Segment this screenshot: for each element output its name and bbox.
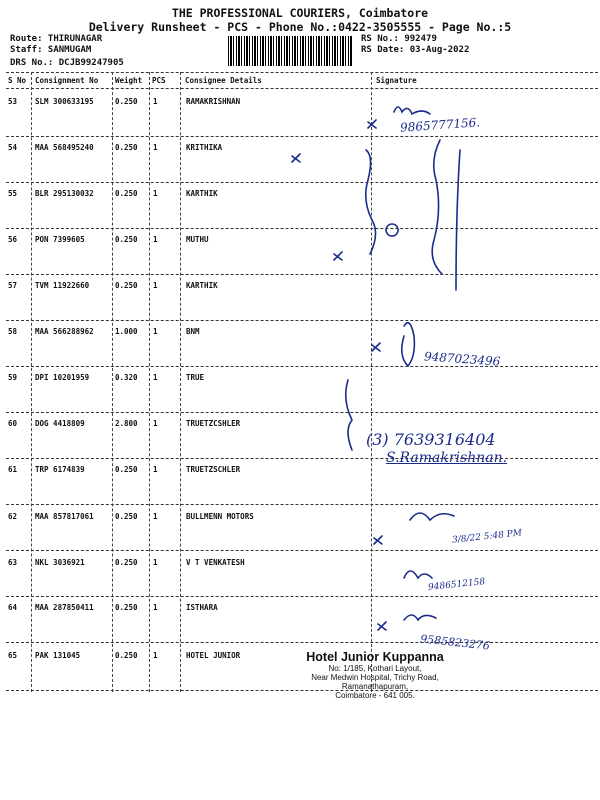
tick-mark — [292, 154, 300, 162]
row-pcs: 1 — [153, 419, 158, 428]
row-weight: 2.800 — [115, 419, 138, 428]
row-consignee: HOTEL JUNIOR — [186, 651, 241, 660]
row-consignee: TRUETZCSHLER — [186, 419, 241, 428]
row-consignment: MAA 566288962 — [35, 327, 94, 336]
signature-stroke — [432, 140, 442, 274]
col-consignment: Consignment No — [35, 76, 99, 85]
handwritten-name: S.Ramakrishnan. — [386, 450, 508, 466]
row-sno: 58 — [8, 327, 18, 336]
tick-mark — [334, 252, 342, 260]
row-pcs: 1 — [153, 235, 158, 244]
row-sno: 53 — [8, 97, 18, 106]
row-consignment: TRP 6174839 — [35, 465, 85, 474]
row-consignment: SLM 300633195 — [35, 97, 94, 106]
col-consignee: Consignee Details — [185, 76, 262, 85]
row-pcs: 1 — [153, 189, 158, 198]
row-consignment: DOG 4418809 — [35, 419, 85, 428]
vertical-line-stroke — [456, 150, 460, 290]
bracket-stroke — [366, 150, 376, 254]
staff-label: Staff: SANMUGAM — [10, 45, 92, 55]
stamp-line: Coimbatore - 641 005. — [335, 691, 415, 700]
row-consignee: ISTHARA — [186, 603, 218, 612]
row-weight: 0.250 — [115, 281, 138, 290]
row-sno: 65 — [8, 651, 18, 660]
row-consignee: KRITHIKA — [186, 143, 223, 152]
row-weight: 0.250 — [115, 603, 138, 612]
stamp-line: No: 1/185, Kothari Layout, — [328, 664, 422, 673]
col-pcs: PCS — [152, 76, 166, 85]
row-weight: 0.250 — [115, 235, 138, 244]
row-pcs: 1 — [153, 603, 158, 612]
route-label: Route: THIRUNAGAR — [10, 34, 103, 44]
row-weight: 0.250 — [115, 512, 138, 521]
row-consignee: MUTHU — [186, 235, 209, 244]
row-pcs: 1 — [153, 97, 158, 106]
row-consignee: BULLMENN MOTORS — [186, 512, 254, 521]
row-consignment: MAA 568495240 — [35, 143, 94, 152]
drs-number: DRS No.: DCJB99247905 — [10, 58, 124, 68]
signature-stroke — [404, 571, 432, 578]
row-pcs: 1 — [153, 558, 158, 567]
row-consignment: PON 7399605 — [35, 235, 85, 244]
tick-mark — [378, 622, 386, 630]
row-consignee: BNM — [186, 327, 200, 336]
row-pcs: 1 — [153, 327, 158, 336]
row-sno: 54 — [8, 143, 18, 152]
row-consignment: DPI 10201959 — [35, 373, 90, 382]
row-consignee: TRUE — [186, 373, 205, 382]
rs-date: RS Date: 03-Aug-2022 — [361, 45, 470, 55]
rs-number: RS No.: 992479 — [361, 34, 437, 44]
row-sno: 62 — [8, 512, 18, 521]
row-sno: 61 — [8, 465, 18, 474]
stamp-name: Hotel Junior Kuppanna — [306, 650, 444, 664]
circle-stroke — [386, 224, 398, 236]
row-consignment: NKL 3036921 — [35, 558, 85, 567]
row-consignee: KARTHIK — [186, 281, 218, 290]
row-consignee: TRUETZSCHLER — [186, 465, 241, 474]
row-consignment: MAA 857817061 — [35, 512, 94, 521]
stamp-line: Near Medwin Hospital, Trichy Road, — [311, 673, 439, 682]
row-pcs: 1 — [153, 512, 158, 521]
col-signature: Signature — [376, 76, 417, 85]
row-consignment: PAK 131045 — [35, 651, 81, 660]
row-pcs: 1 — [153, 373, 158, 382]
row-sno: 59 — [8, 373, 18, 382]
row-sno: 63 — [8, 558, 18, 567]
row-consignment: TVM 11922660 — [35, 281, 90, 290]
handwritten-phone: 9585823276 — [419, 632, 491, 653]
row-consignment: MAA 287850411 — [35, 603, 94, 612]
tick-mark — [374, 536, 382, 544]
tick-mark — [372, 343, 380, 351]
row-pcs: 1 — [153, 465, 158, 474]
row-consignee: V T VENKATESH — [186, 558, 245, 567]
row-weight: 1.000 — [115, 327, 138, 336]
bracket-stroke — [346, 380, 352, 450]
row-weight: 0.250 — [115, 465, 138, 474]
row-pcs: 1 — [153, 651, 158, 660]
handwritten-phone: 9865777156. — [399, 115, 481, 135]
signature-stroke — [404, 615, 436, 620]
handwritten-date-time: 3/8/22 5:48 PM — [451, 528, 523, 546]
handwritten-phone: 9486512158 — [427, 577, 486, 593]
col-weight: Weight — [115, 76, 143, 85]
handwritten-phone: 9487023496 — [423, 349, 501, 369]
row-sno: 55 — [8, 189, 18, 198]
row-sno: 57 — [8, 281, 18, 290]
signature-stroke — [394, 107, 430, 114]
row-weight: 0.250 — [115, 97, 138, 106]
row-pcs: 1 — [153, 281, 158, 290]
row-sno: 60 — [8, 419, 18, 428]
handwritten-phone: (3) 7639316404 — [366, 430, 496, 449]
row-weight: 0.250 — [115, 651, 138, 660]
signature-stroke — [402, 323, 415, 366]
row-weight: 0.250 — [115, 189, 138, 198]
hotel-stamp — [270, 650, 480, 700]
row-consignee: KARTHIK — [186, 189, 218, 198]
tick-mark — [368, 120, 376, 128]
row-pcs: 1 — [153, 143, 158, 152]
row-sno: 64 — [8, 603, 18, 612]
signature-stroke — [410, 513, 454, 520]
row-weight: 0.320 — [115, 373, 138, 382]
row-consignee: RAMAKRISHNAN — [186, 97, 241, 106]
row-weight: 0.250 — [115, 558, 138, 567]
runsheet-subtitle: Delivery Runsheet - PCS - Phone No.:0422-3505555 - Page No.:5 — [88, 20, 512, 34]
row-sno: 56 — [8, 235, 18, 244]
company-title: THE PROFESSIONAL COURIERS, Coimbatore — [171, 6, 429, 20]
row-consignment: BLR 295130032 — [35, 189, 94, 198]
stamp-line: Ramanathapuram, — [341, 682, 409, 691]
col-sno: S No — [8, 76, 27, 85]
row-weight: 0.250 — [115, 143, 138, 152]
